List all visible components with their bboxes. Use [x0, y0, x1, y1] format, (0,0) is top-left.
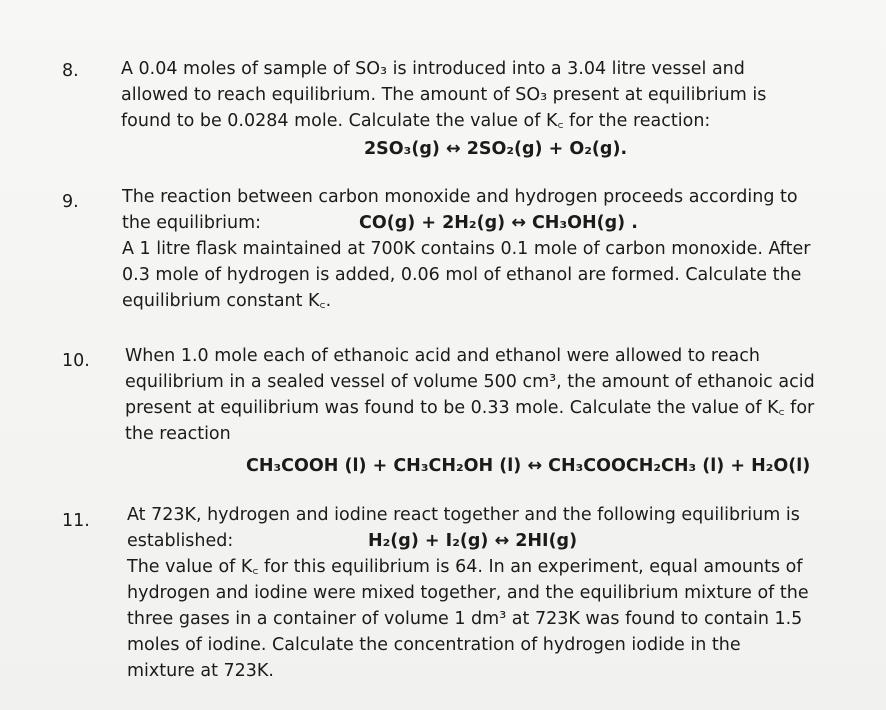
question-9-line-2-text: the equilibrium:	[122, 213, 262, 233]
question-8-body	[121, 56, 861, 162]
question-10-line-4: the reaction	[125, 424, 231, 444]
question-10-equation: CH₃COOH (l) + CH₃CH₂OH (l) ↔ CH₃COOCH₂CH₃ (l) + H₂O(l)	[246, 456, 811, 476]
question-8-line-3: found to be 0.0284 mole. Calculate the value of K꜀ for the reaction:	[121, 111, 711, 131]
question-8-line-2: allowed to reach equilibrium. The amount of SO₃ present at equilibrium is	[121, 85, 767, 105]
question-9-line-1: The reaction between carbon monoxide and hydrogen proceeds according to	[122, 187, 798, 207]
question-10-number: 10.	[62, 351, 90, 371]
question-9-number: 9.	[62, 192, 79, 212]
question-11-equation: H₂(g) + I₂(g) ↔ 2HI(g)	[368, 531, 578, 551]
question-8-number: 8.	[62, 61, 79, 81]
question-11-line-7: mixture at 723K.	[127, 661, 274, 681]
question-11-line-6: moles of iodine. Calculate the concentration of hydrogen iodide in the	[127, 635, 741, 655]
question-10-body	[125, 343, 865, 479]
question-11-line-2	[127, 528, 867, 554]
question-9-body	[122, 184, 862, 314]
question-9-line-5: equilibrium constant K꜀.	[122, 291, 332, 311]
question-9-line-3: A 1 litre flask maintained at 700K contains 0.1 mole of carbon monoxide. After	[122, 239, 811, 259]
question-11-line-3: The value of K꜀ for this equilibrium is 64. In an experiment, equal amounts of	[127, 557, 803, 577]
question-10-line-2: equilibrium in a sealed vessel of volume 500 cm³, the amount of ethanoic acid	[125, 372, 815, 392]
question-11-number: 11.	[62, 511, 90, 531]
question-8-line-1: A 0.04 moles of sample of SO₃ is introduced into a 3.04 litre vessel and	[121, 59, 745, 79]
question-9-line-2	[122, 210, 862, 236]
question-11-line-1: At 723K, hydrogen and iodine react together and the following equilibrium is	[127, 505, 800, 525]
question-9-line-4: 0.3 mole of hydrogen is added, 0.06 mol of ethanol are formed. Calculate the	[122, 265, 802, 285]
question-11-body	[127, 502, 867, 684]
question-10-line-1: When 1.0 mole each of ethanoic acid and ethanol were allowed to reach	[125, 346, 760, 366]
question-11-line-5: three gases in a container of volume 1 dm³ at 723K was found to contain 1.5	[127, 609, 803, 629]
question-11-line-4: hydrogen and iodine were mixed together, and the equilibrium mixture of the	[127, 583, 809, 603]
question-10-line-3: present at equilibrium was found to be 0.33 mole. Calculate the value of K꜀ for	[125, 398, 815, 418]
question-9-equation: CO(g) + 2H₂(g) ↔ CH₃OH(g) .	[359, 213, 638, 233]
question-11-line-2-text: established:	[127, 531, 234, 551]
question-8-equation: 2SO₃(g) ↔ 2SO₂(g) + O₂(g).	[364, 139, 628, 159]
